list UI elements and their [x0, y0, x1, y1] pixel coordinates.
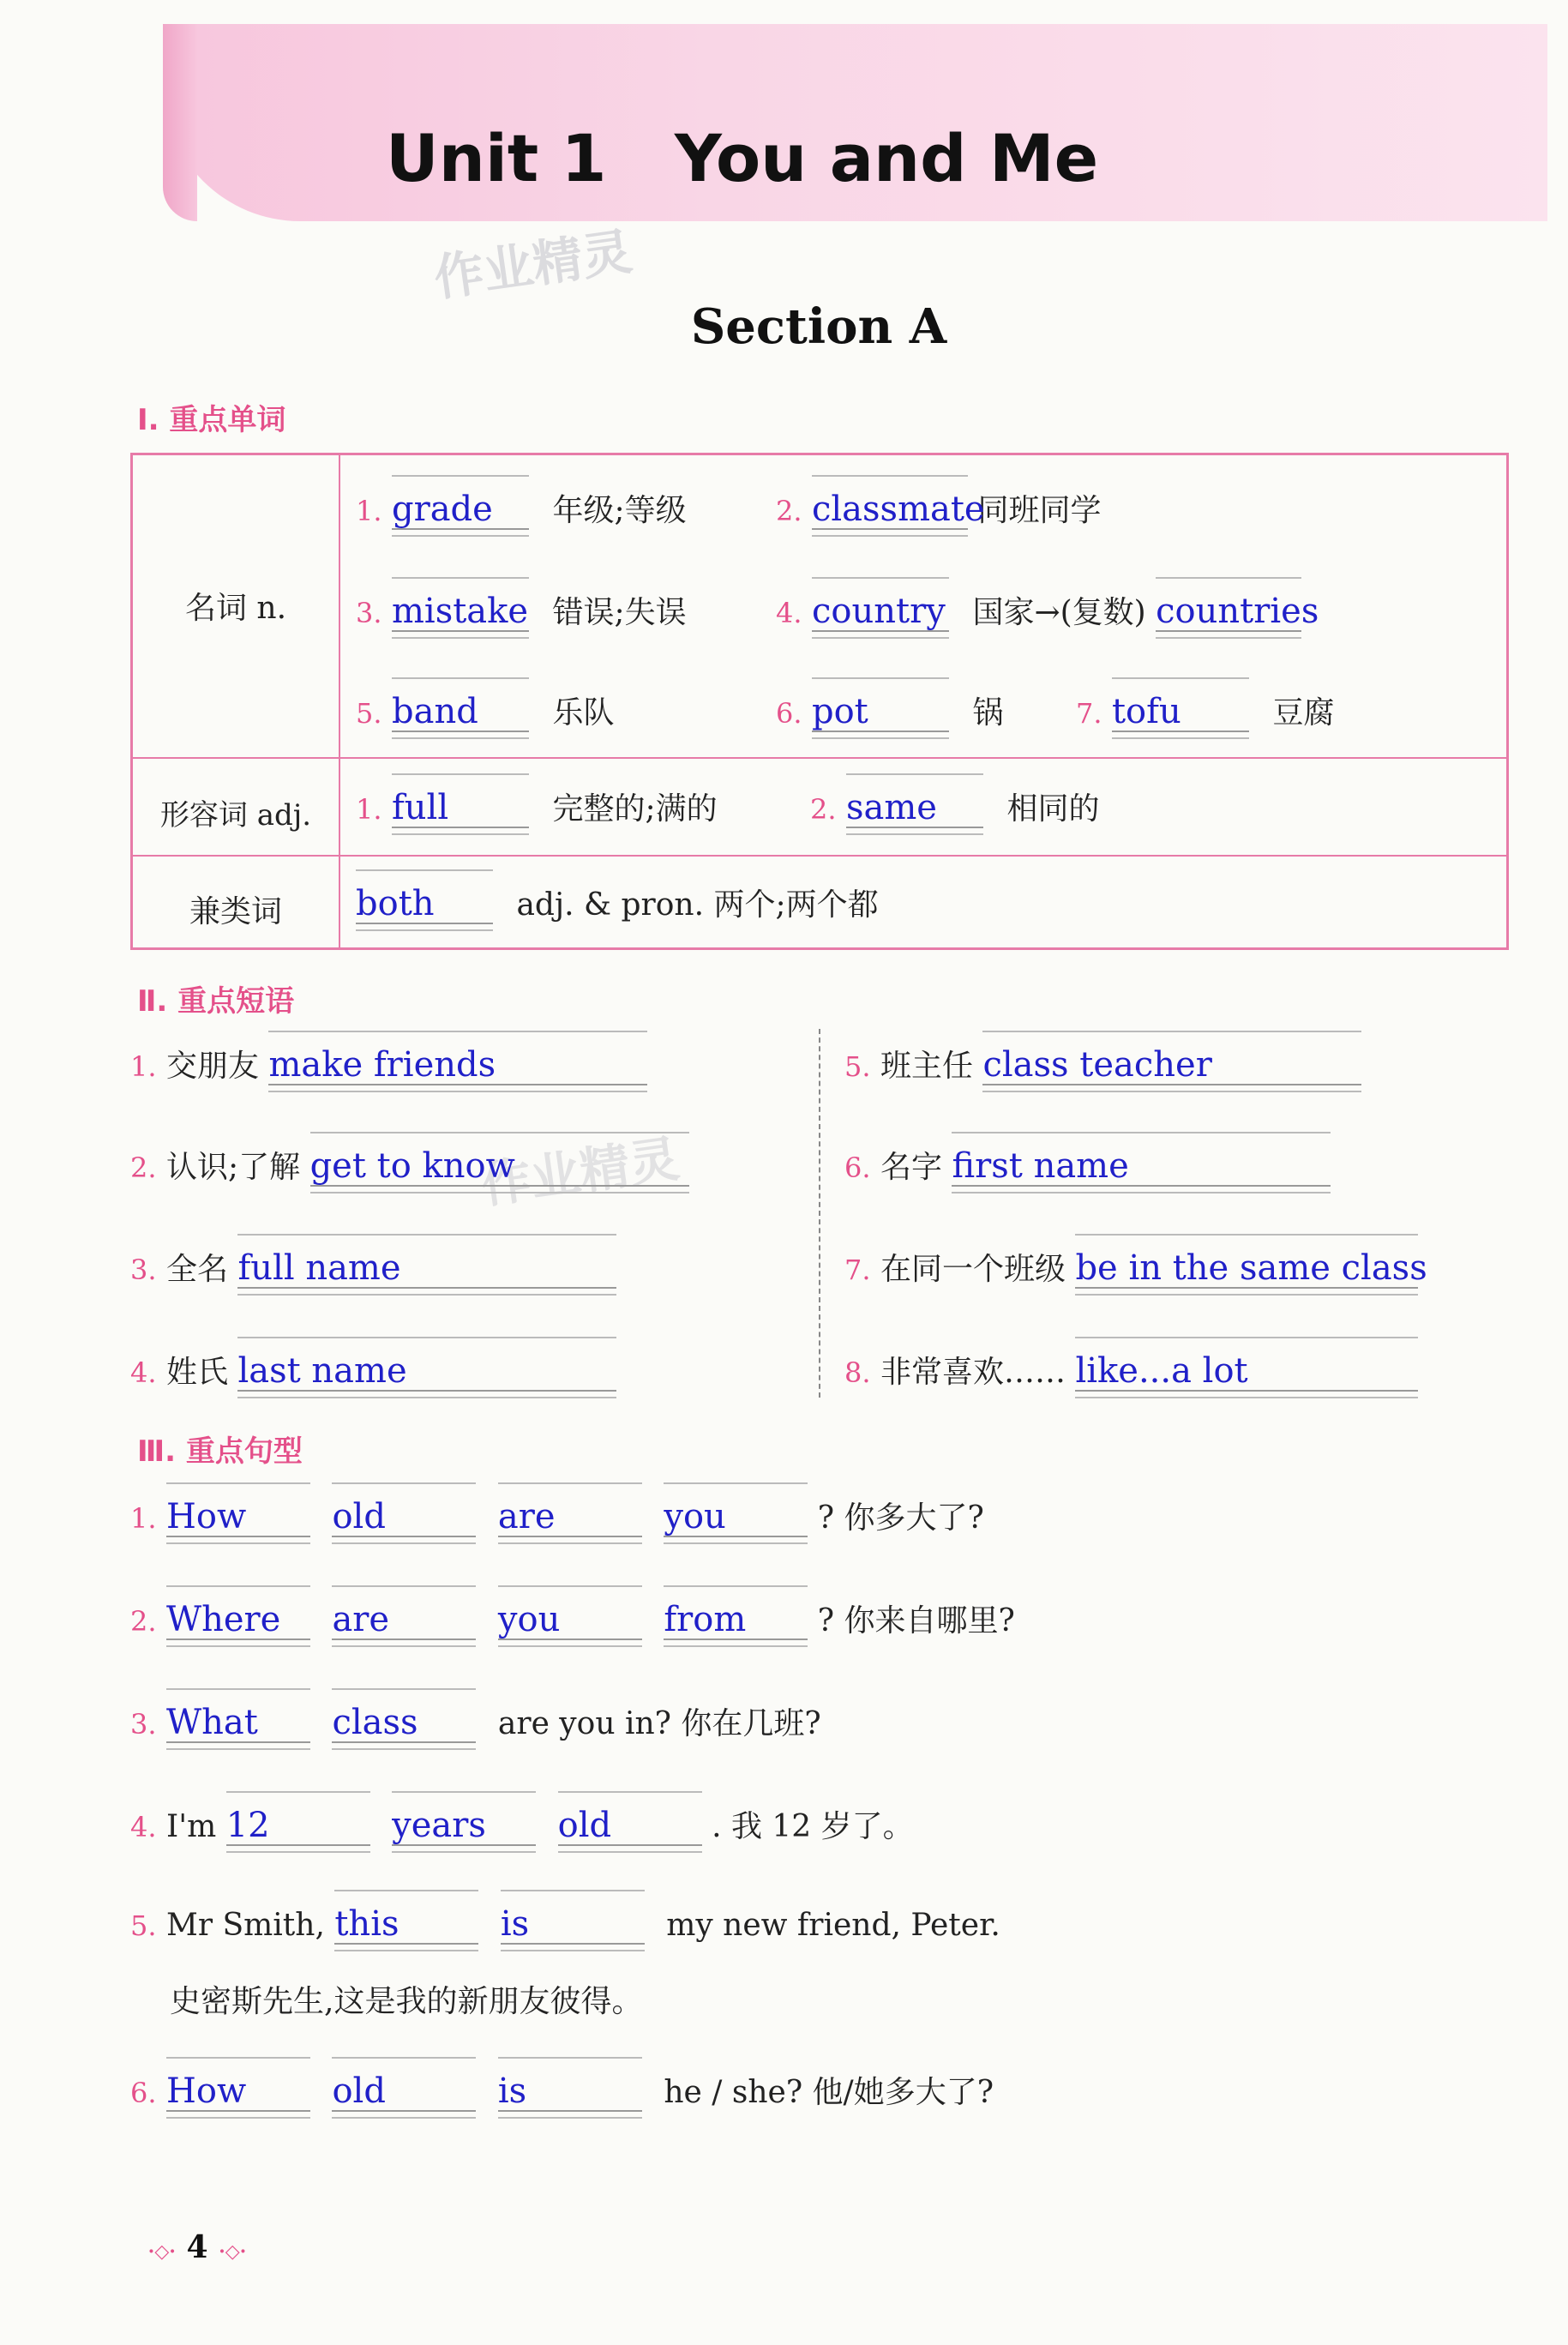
sentence-item: 5. Mr Smith, this is my new friend, Peter.	[130, 1904, 1000, 1944]
answer-blank: first name	[952, 1147, 1331, 1187]
answer-blank: full	[392, 789, 529, 828]
vocab-item: 7. tofu 豆腐	[1076, 692, 1335, 731]
answer-blank: is	[498, 2072, 642, 2112]
row-label-noun: 名词 n.	[184, 591, 287, 626]
answer-blank: How	[166, 1498, 310, 1537]
phrase-item: 5. 班主任 class teacher	[844, 1042, 1361, 1085]
vocab-item: 6. pot 锅	[776, 692, 1004, 731]
page-number-decoration-icon: ·◇·	[147, 2240, 176, 2263]
answer-blank: you	[664, 1498, 808, 1537]
answer-blank: both	[356, 885, 493, 924]
page-number: ·◇· 4 ·◇·	[147, 2229, 247, 2265]
answer-blank: like...a lot	[1075, 1352, 1418, 1392]
section-title: Section A	[690, 298, 947, 355]
phrase-item: 2. 认识;了解 get to know	[130, 1143, 689, 1187]
row-label-adj: 形容词 adj.	[159, 798, 312, 833]
table-row-divider	[133, 757, 1506, 759]
answer-blank: class	[332, 1704, 476, 1743]
answer-blank: get to know	[310, 1147, 689, 1187]
answer-blank: are	[498, 1498, 642, 1537]
phrase-item: 7. 在同一个班级 be in the same class	[844, 1248, 1427, 1288]
row-label-both: 兼类词	[189, 894, 282, 929]
sentence-item: 2. Where are you from ? 你来自哪里?	[130, 1600, 1015, 1639]
sentence-item: 4. I'm 12 years old . 我 12 岁了。	[130, 1806, 914, 1845]
answer-blank: old	[332, 2072, 476, 2112]
answer-blank: you	[498, 1601, 642, 1640]
table-row-divider	[133, 855, 1506, 857]
answer-blank: this	[334, 1905, 478, 1945]
vocab-item: 1. full 完整的;满的	[356, 788, 718, 827]
answer-blank: What	[166, 1704, 310, 1743]
phrase-item: 6. 名字 first name	[844, 1143, 1331, 1187]
answer-blank: years	[392, 1807, 536, 1846]
answer-blank: old	[332, 1498, 476, 1537]
answer-blank: old	[558, 1807, 702, 1846]
vocab-item: 3. mistake 错误;失误	[356, 592, 687, 631]
answer-blank: pot	[812, 693, 949, 732]
part1-heading: Ⅰ. 重点单词	[137, 403, 286, 437]
answer-blank: full name	[237, 1249, 616, 1289]
watermark: 作业精灵	[478, 1129, 683, 1215]
part2-heading: Ⅱ. 重点短语	[137, 984, 295, 1019]
watermark: 作业精灵	[430, 222, 636, 308]
answer-blank: make friends	[268, 1046, 647, 1085]
sentence-item: 1. How old are you ? 你多大了?	[130, 1497, 984, 1536]
answer-blank: class teacher	[982, 1046, 1361, 1085]
answer-blank: grade	[392, 490, 529, 530]
vocab-item: 5. band 乐队	[356, 692, 615, 731]
unit-title: Unit 1 You and Me	[386, 120, 1099, 196]
answer-blank: country	[812, 592, 949, 632]
answer-blank: be in the same class	[1075, 1248, 1427, 1288]
phrase-item: 8. 非常喜欢…… like...a lot	[844, 1348, 1418, 1392]
page-number-decoration-icon: ·◇·	[219, 2240, 247, 2263]
answer-blank: same	[846, 789, 983, 828]
answer-blank: 12	[226, 1807, 370, 1846]
answer-blank: tofu	[1112, 693, 1249, 732]
vocab-item: 4. country 国家→(复数) countries	[776, 592, 1319, 631]
sentence-item: 6. How old is he / she? 他/她多大了?	[130, 2071, 994, 2111]
vocab-item: 1. grade 年级;等级	[356, 490, 687, 529]
phrase-item: 4. 姓氏 last name	[130, 1348, 616, 1392]
column-divider	[819, 1029, 820, 1398]
phrase-item: 1. 交朋友 make friends	[130, 1042, 647, 1085]
answer-blank: classmate	[811, 490, 985, 529]
answer-blank: countries	[1156, 592, 1319, 631]
answer-blank: last name	[237, 1352, 616, 1392]
sentence-translation: 史密斯先生,这是我的新朋友彼得。	[170, 1984, 643, 2019]
answer-blank: How	[166, 2072, 310, 2112]
vocab-item: 2. classmate 同班同学	[776, 490, 1102, 529]
vocab-item: both adj. & pron. 两个;两个都	[356, 884, 879, 923]
answer-blank: from	[664, 1601, 808, 1640]
answer-blank: Where	[166, 1601, 310, 1640]
answer-blank: band	[392, 693, 529, 732]
part3-heading: Ⅲ. 重点句型	[137, 1434, 303, 1469]
answer-blank: is	[501, 1905, 645, 1945]
table-column-divider	[339, 455, 340, 947]
phrase-item: 3. 全名 full name	[130, 1245, 616, 1289]
answer-blank: mistake	[391, 592, 529, 631]
vocab-item: 2. same 相同的	[810, 788, 1100, 827]
sentence-item: 3. What class are you in? 你在几班?	[130, 1703, 821, 1742]
answer-blank: are	[332, 1601, 476, 1640]
vocab-table	[130, 453, 1509, 950]
